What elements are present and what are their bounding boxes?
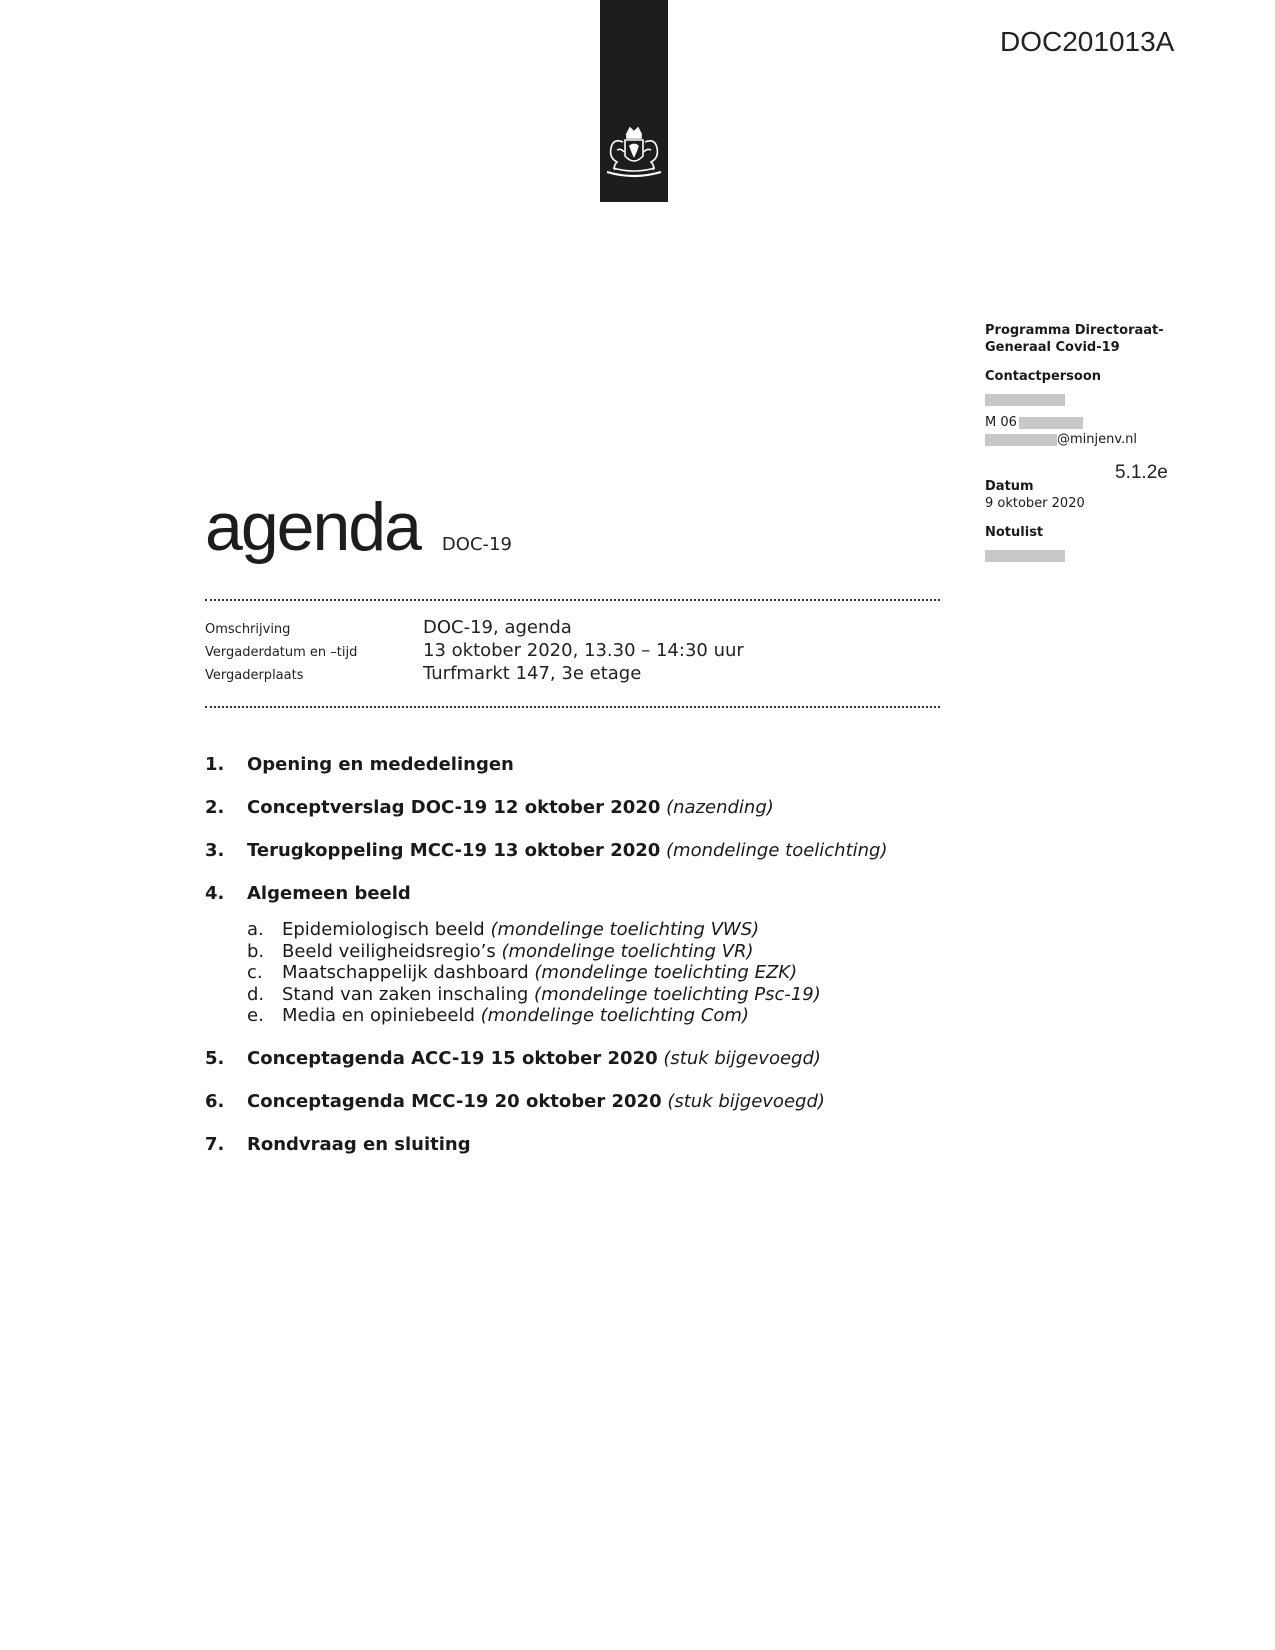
subitem-letter: c. (247, 962, 263, 983)
organisation-line-2: Generaal Covid-19 (985, 340, 1120, 355)
meta-row-datetime (205, 640, 940, 663)
meta-row-description (205, 617, 940, 640)
title-word: agenda (205, 489, 420, 565)
notulist-heading: Notulist (985, 525, 1044, 540)
subitem-letter: a. (247, 919, 264, 940)
meta-label: Vergaderdatum en –tijd (205, 645, 358, 660)
agenda-item-number: 4. (205, 883, 225, 904)
agenda-item-title: Conceptagenda ACC-19 15 oktober 2020 (247, 1047, 658, 1069)
meta-value: Turfmarkt 147, 3e etage (423, 663, 642, 684)
agenda-item-number: 5. (205, 1047, 225, 1069)
meta-value: 13 oktober 2020, 13.30 – 14:30 uur (423, 640, 744, 661)
agenda-subitem (247, 941, 965, 963)
agenda-subitem (247, 919, 965, 941)
agenda-item-title: Conceptverslag DOC-19 12 oktober 2020 (247, 797, 661, 818)
agenda-item (205, 1047, 965, 1071)
subitem-text: Epidemiologisch beeld (282, 919, 485, 940)
subitem-note: (mondelinge toelichting Com) (480, 1005, 749, 1026)
meta-row-location (205, 663, 940, 686)
subitem-letter: b. (247, 940, 265, 962)
subitem-text: Media en opiniebeeld (282, 1005, 475, 1026)
meta-label: Vergaderplaats (205, 668, 304, 683)
contact-heading: Contactpersoon (985, 369, 1102, 384)
subitem-text: Stand van zaken inschaling (282, 983, 529, 1005)
subitem-letter: e. (247, 1005, 264, 1026)
subitem-note: (mondelinge toelichting EZK) (534, 962, 798, 983)
agenda-subitem (247, 984, 965, 1006)
agenda-item-number: 2. (205, 797, 225, 818)
agenda-item (205, 882, 965, 906)
agenda-item-title: Algemeen beeld (247, 883, 411, 904)
agenda-item-note: (nazending) (666, 797, 774, 818)
redacted-phone (1019, 417, 1083, 429)
subitem-note: (mondelinge toelichting Psc-19) (534, 983, 821, 1005)
email-domain: @minjenv.nl (1057, 432, 1138, 447)
divider-top (205, 599, 940, 601)
redaction-code: 5.1.2e (1115, 462, 1168, 483)
agenda-item (205, 753, 965, 777)
agenda-item (205, 1133, 965, 1157)
agenda-subitem (247, 962, 965, 984)
date-value: 9 oktober 2020 (985, 496, 1085, 511)
meta-label: Omschrijving (205, 622, 291, 637)
agenda-list (205, 753, 965, 1176)
agenda-item-number: 1. (205, 754, 225, 775)
agenda-subitems (247, 919, 965, 1027)
organisation-line-1: Programma Directoraat- (985, 323, 1164, 338)
subitem-text: Maatschappelijk dashboard (282, 962, 529, 983)
date-heading: Datum (985, 479, 1034, 494)
subitem-note: (mondelinge toelichting VR) (501, 940, 754, 962)
subitem-text: Beeld veiligheidsregio’s (282, 940, 496, 962)
divider-bottom (205, 706, 940, 708)
phone-prefix: M 06 (985, 415, 1017, 430)
document-title (205, 488, 512, 566)
meta-value: DOC-19, agenda (423, 617, 572, 638)
agenda-item-title: Opening en mededelingen (247, 754, 514, 775)
document-id: DOC201013A (1000, 26, 1175, 57)
agenda-item-number: 7. (205, 1133, 225, 1155)
agenda-item-number: 6. (205, 1090, 225, 1112)
meeting-details (205, 617, 940, 686)
agenda-item-title: Rondvraag en sluiting (247, 1133, 471, 1155)
title-subtitle: DOC-19 (441, 534, 512, 555)
agenda-item-title: Terugkoppeling MCC-19 13 oktober 2020 (247, 840, 661, 861)
redacted-email-user (985, 434, 1057, 446)
redacted-notulist-name (985, 550, 1065, 562)
agenda-item (205, 796, 965, 820)
agenda-item (205, 1090, 965, 1114)
subitem-letter: d. (247, 983, 265, 1005)
agenda-item (205, 839, 965, 863)
agenda-item-number: 3. (205, 840, 225, 861)
sidebar-details (985, 322, 1245, 576)
agenda-item-note: (stuk bijgevoegd) (667, 1090, 825, 1112)
rijksoverheid-logo (600, 0, 668, 202)
coat-of-arms-icon (603, 126, 665, 184)
redacted-contact-name (985, 394, 1065, 406)
subitem-note: (mondelinge toelichting VWS) (490, 919, 760, 940)
agenda-item-title: Conceptagenda MCC-19 20 oktober 2020 (247, 1090, 662, 1112)
agenda-item-note: (mondelinge toelichting) (666, 840, 888, 861)
agenda-subitem (247, 1005, 965, 1027)
agenda-item-note: (stuk bijgevoegd) (663, 1047, 821, 1069)
